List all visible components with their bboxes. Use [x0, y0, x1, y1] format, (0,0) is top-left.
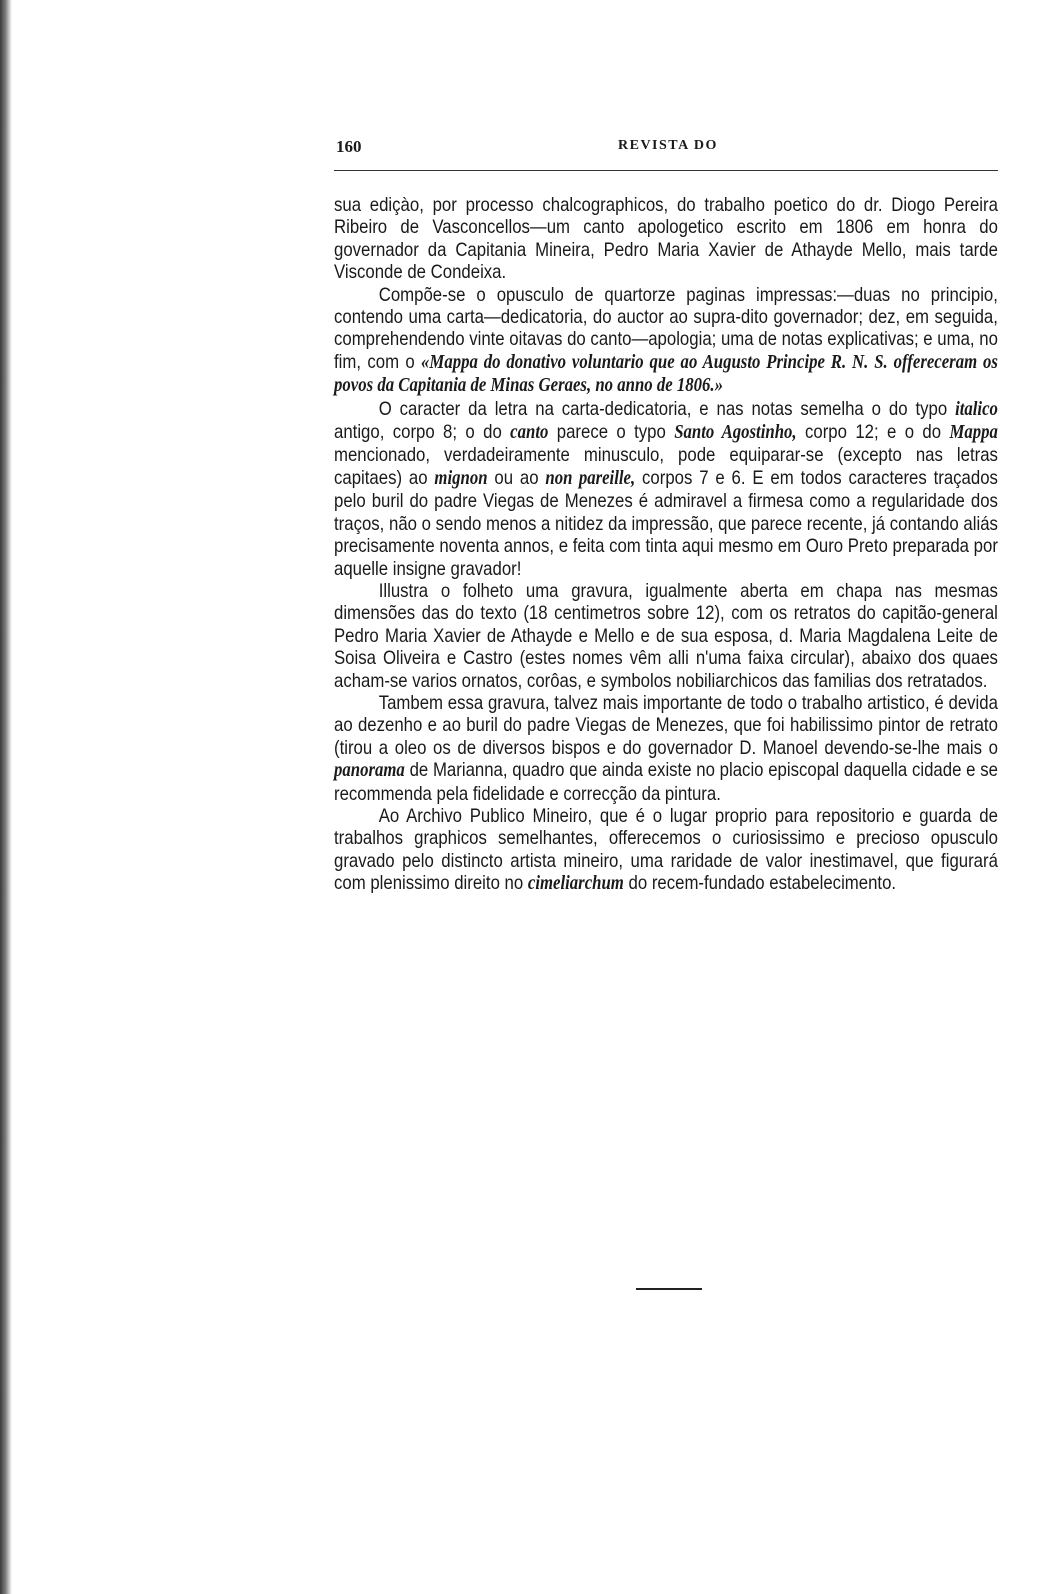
- paragraph-3-text-k: ou ao: [487, 466, 546, 489]
- paragraph-3: [334, 398, 998, 580]
- canto-term: canto: [510, 422, 549, 444]
- mappa-title-quote: «Mappa do donativo voluntario que ao Augusto Principe R. N. S. offereceram os povos da Capitania de Minas Geraes, no anno de 1806.»: [334, 351, 998, 397]
- paragraph-1-text: sua ediçào, por processo chalcographicos, do trabalho poetico do dr. Diogo Pereira Ribeiro de Vasconcellos—um canto apologetico escrito em 1806 em honra do governador da Capitania Mineira, Pedro Maria Xavier de Athayde Mello, mais tarde Visconde de Condeixa.: [334, 194, 998, 284]
- mignon-term: mignon: [434, 467, 488, 489]
- end-rule: [636, 1288, 702, 1290]
- binding-edge-shadow: [0, 0, 12, 1594]
- non-pareille-term: non pareille,: [545, 467, 636, 489]
- paragraph-6-text-c: do recem-fundado estabelecimento.: [623, 872, 897, 895]
- paragraph-6: [334, 805, 998, 896]
- paragraph-3-text-a: O caracter da letra na carta-dedicatoria, e nas notas semelha o do typo: [378, 397, 956, 420]
- paragraph-4-text: Illustra o folheto uma gravura, igualmente aberta em chapa nas mesmas dimensões das do texto (18 centimetros sobre 12), com os retratos do capitão-general Pedro Maria Xavier de Athayde e Mello e de sua esposa, d. Maria Magdalena Leite de Soisa Oliveira e Castro (estes nomes vêm alli n'uma faixa circular), abaixo dos quaes acham-se varios ornatos, corôas, e symbolos nobiliarchicos das familias dos retratados.: [334, 579, 998, 692]
- paragraph-3-text-e: parece o typo: [548, 421, 675, 444]
- paragraph-5: [334, 692, 998, 805]
- page: [334, 0, 998, 1594]
- page-number: 160: [336, 137, 362, 156]
- paragraph-5-text-c: de Marianna, quadro que ainda existe no placio episcopal daquella cidade e se recommenda pela fidelidade e correcção da pintura.: [334, 759, 998, 805]
- mappa-term: Mappa: [949, 422, 998, 444]
- running-head: [334, 137, 998, 161]
- paragraph-3-text-i: mencionado, verdadeiramente minusculo, pode equiparar-se (excepto nas letras capitaes) ao: [334, 444, 998, 489]
- body-text: [334, 194, 998, 896]
- paragraph-3-text-c: antigo, corpo 8; o do: [334, 421, 511, 444]
- paragraph-1: [334, 194, 998, 284]
- paragraph-4: [334, 580, 998, 692]
- cimeliarchum-term: cimeliarchum: [527, 873, 624, 895]
- paragraph-6-text-a: Ao Archivo Publico Mineiro, que é o lugar proprio para repositorio e guarda de trabalhos graphicos semelhantes, offerecemos o curiosissimo e precioso opusculo gravado pelo distincto artista mineiro, uma raridade de valor inestimavel, que figurará com plenissimo direito no: [334, 804, 998, 895]
- paragraph-3-text-m: corpos 7 e 6. E em todos caracteres traçados pelo buril do padre Viegas de Menezes é admiravel a firmesa como a regularidade dos traços, não o sendo menos a nitidez da impressão, que parece recente, já contando aliás precisamente noventa annos, e feita com tinta aqui mesmo em Ouro Preto preparada por aquelle insigne gravador!: [334, 466, 998, 580]
- italico-term: italico: [955, 398, 998, 420]
- running-title: REVISTA DO: [618, 138, 718, 153]
- header-rule: [334, 170, 998, 171]
- panorama-term: panorama: [334, 760, 405, 782]
- paragraph-3-text-g: corpo 12; e o do: [796, 421, 950, 444]
- santo-agostinho-term: Santo Agostinho,: [674, 422, 797, 444]
- paragraph-2-text: Compõe-se o opusculo de quartorze paginas impressas:—duas no principio, contendo uma carta—dedicatoria, do auctor ao supra-dito governador; dez, em seguida, comprehendendo vinte oitavas do canto—apologia; uma de notas explicativas; e uma, no fim, com o: [334, 283, 998, 373]
- paragraph-5-text-a: Tambem essa gravura, talvez mais importante de todo o trabalho artistico, é devida ao dezenho e ao buril do padre Viegas de Menezes, que foi habilissimo pintor de retrato (tirou a oleo os de diversos bispos e do governador D. Manoel devendo-se-lhe mais o: [334, 691, 998, 759]
- paragraph-2: [334, 284, 998, 398]
